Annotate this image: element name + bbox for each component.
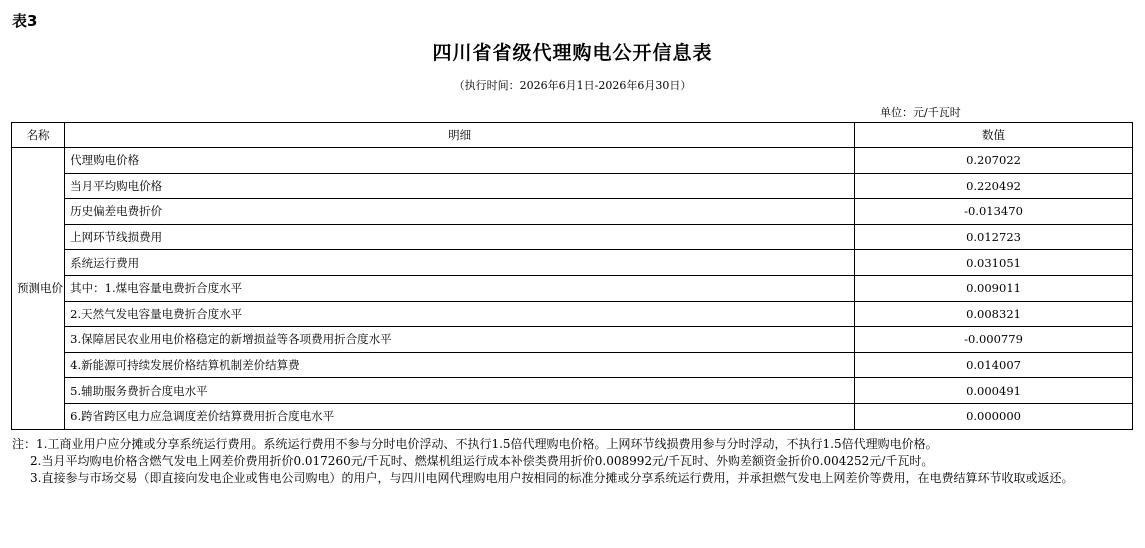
table-row [12,403,1133,429]
row-value: 0.014007 [855,352,1133,378]
row-value: -0.013470 [855,199,1133,225]
row-detail: 其中：1.煤电容量电费折合度水平 [65,275,855,301]
row-value: 0.008321 [855,301,1133,327]
table-header-row [12,123,1133,148]
table-row [12,275,1133,301]
table-row [12,378,1133,404]
note-item: 3.直接参与市场交易（即直接向发电企业或售电公司购电）的用户，与四川电网代理购电用户按相同的标准分摊或分享系统运行费用，并承担燃气发电上网差价等费用，在电费结算环节收取或返还。 [30,471,1074,485]
row-detail: 系统运行费用 [65,250,855,276]
table-row [12,352,1133,378]
column-header-detail: 明细 [65,123,855,148]
note-item: 2.当月平均购电价格含燃气发电上网差价费用折价0.017260元/千瓦时、燃煤机组运行成本补偿类费用折价0.008992元/千瓦时、外购差额资金折价0.004252元/千瓦时。 [30,454,934,468]
table-row [12,327,1133,353]
row-value: 0.009011 [855,275,1133,301]
notes-section [12,436,1132,487]
row-value: 0.000000 [855,403,1133,429]
row-detail: 5.辅助服务费折合度电水平 [65,378,855,404]
execution-period: （执行时间：2026年6月1日-2026年6月30日） [453,79,692,92]
table-row [12,301,1133,327]
column-header-name: 名称 [12,123,65,148]
row-detail: 2.天然气发电容量电费折合度水平 [65,301,855,327]
row-detail: 上网环节线损费用 [65,224,855,250]
price-info-table [11,122,1133,430]
row-detail: 3.保障居民农业用电价格稳定的新增损益等各项费用折合度水平 [65,327,855,353]
row-value: -0.000779 [855,327,1133,353]
table-number-label: 表3 [12,12,38,30]
row-value: 0.000491 [855,378,1133,404]
row-detail: 历史偏差电费折价 [65,199,855,225]
table-row [12,199,1133,225]
row-value: 0.031051 [855,250,1133,276]
note-item: 注：1.工商业用户应分摊或分享系统运行费用。系统运行费用不参与分时电价浮动、不执行1.5倍代理购电价格。上网环节线损费用参与分时浮动，不执行1.5倍代理购电价格。 [12,437,938,451]
row-value: 0.220492 [855,173,1133,199]
row-detail: 代理购电价格 [65,148,855,174]
table-row [12,148,1133,174]
row-value: 0.012723 [855,224,1133,250]
page-title: 四川省省级代理购电公开信息表 [432,42,713,64]
category-cell: 预测电价 [12,148,65,430]
unit-label: 单位：元/千瓦时 [880,106,961,119]
row-detail: 6.跨省跨区电力应急调度差价结算费用折合度电水平 [65,403,855,429]
table-row [12,173,1133,199]
row-value: 0.207022 [855,148,1133,174]
row-detail: 当月平均购电价格 [65,173,855,199]
table-row [12,250,1133,276]
row-detail: 4.新能源可持续发展价格结算机制差价结算费 [65,352,855,378]
table-row [12,224,1133,250]
column-header-value: 数值 [855,123,1133,148]
